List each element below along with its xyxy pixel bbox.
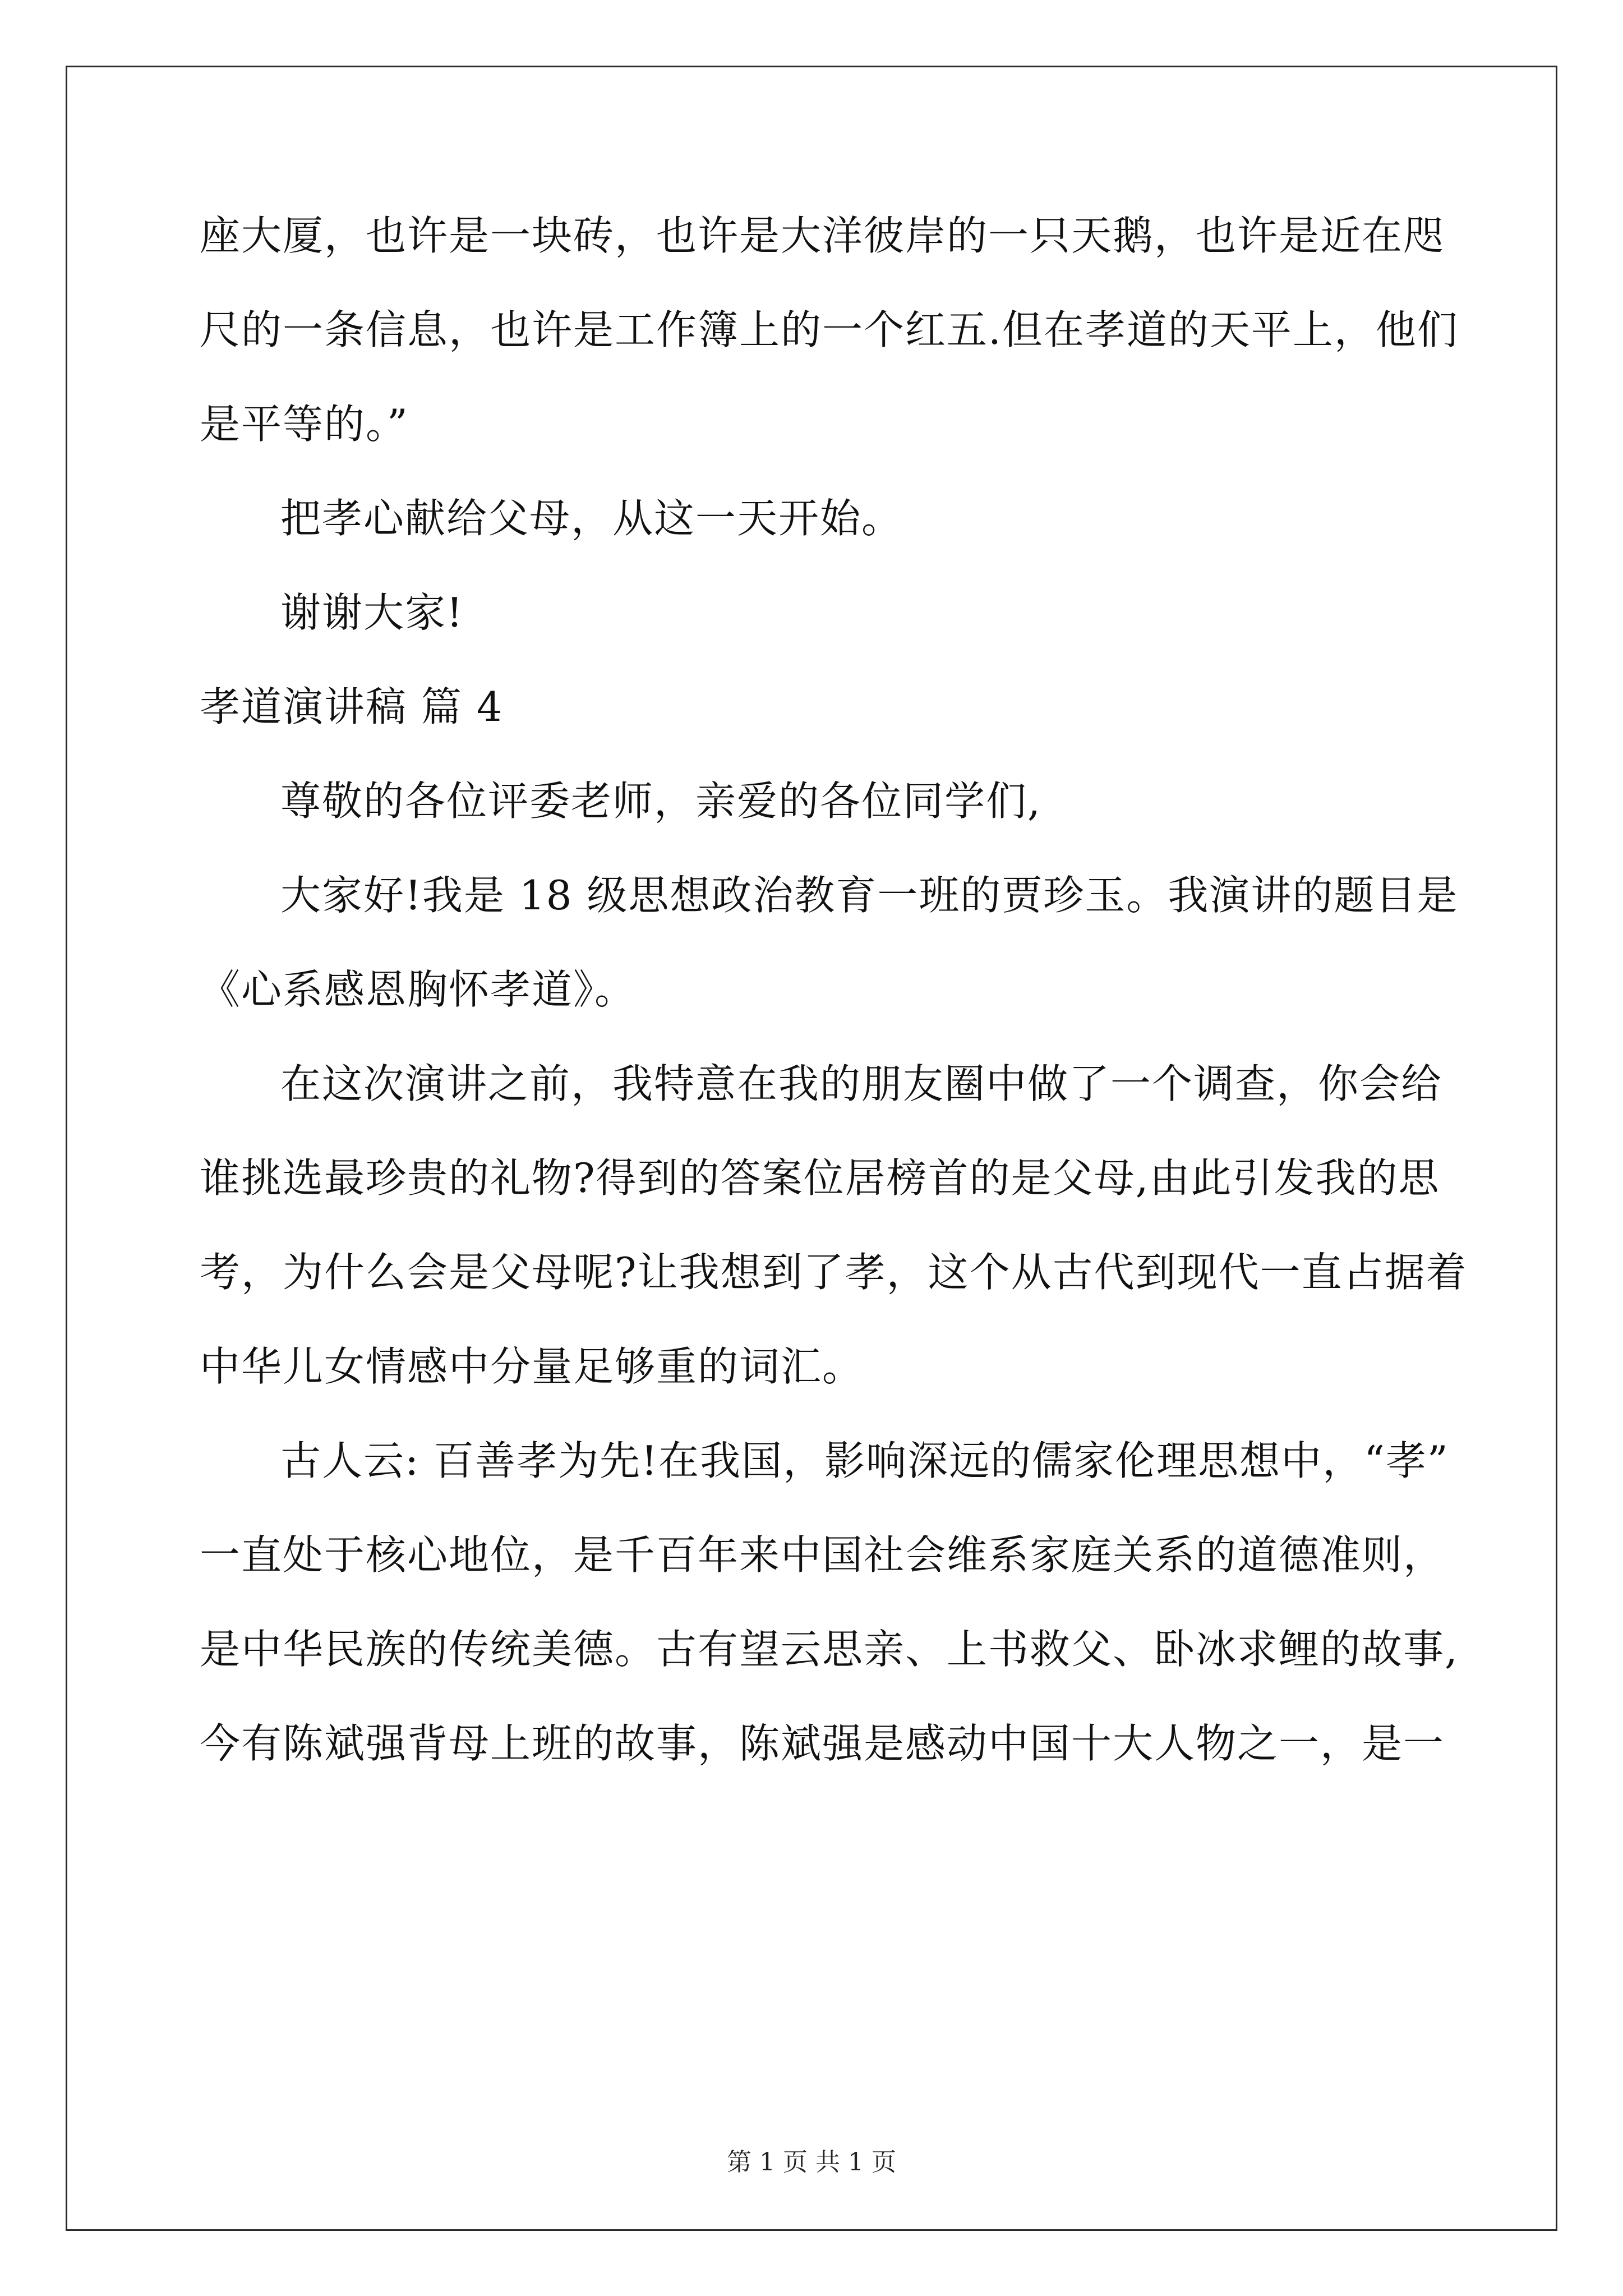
text-line: 《心系感恩胸怀孝道》。 (200, 966, 637, 1013)
text-line: 座大厦，也许是一块砖，也许是大洋彼岸的一只天鹅，也许是近在咫 (200, 212, 1445, 259)
text-line: 今有陈斌强背母上班的故事，陈斌强是感动中国十大人物之一，是一 (200, 1720, 1445, 1767)
text-line: 大家好!我是 18 级思想政治教育一班的贾珍玉。我演讲的题目是 (280, 872, 1459, 919)
text-line: 在这次演讲之前，我特意在我的朋友圈中做了一个调查，你会给 (280, 1060, 1443, 1107)
text-line: 是平等的。” (200, 401, 409, 448)
text-line: 谢谢大家! (280, 589, 464, 636)
text-line: 考，为什么会是父母呢?让我想到了孝，这个从古代到现代一直占据着 (200, 1249, 1468, 1296)
text-line: 把孝心献给父母，从这一天开始。 (280, 495, 903, 542)
text-line: 尺的一条信息，也许是工作簿上的一个红五.但在孝道的天平上，他们 (200, 306, 1459, 353)
text-line: 谁挑选最珍贵的礼物?得到的答案位居榜首的是父母,由此引发我的思 (200, 1154, 1440, 1202)
text-line: 古人云: 百善孝为先!在我国，影响深远的儒家伦理思想中，“孝” (280, 1437, 1449, 1484)
text-line: 一直处于核心地位，是千百年来中国社会维系家庭关系的道德准则， (200, 1531, 1445, 1579)
text-line: 是中华民族的传统美德。古有望云思亲、上书救父、卧冰求鲤的故事, (200, 1626, 1459, 1673)
page-footer: 第 1 页 共 1 页 (727, 2148, 896, 2177)
page-border (66, 66, 1557, 2231)
text-line: 尊敬的各位评委老师，亲爱的各位同学们, (280, 777, 1041, 825)
text-line: 中华儿女情感中分量足够重的词汇。 (200, 1343, 864, 1390)
section-heading: 孝道演讲稿 篇 4 (200, 683, 504, 730)
